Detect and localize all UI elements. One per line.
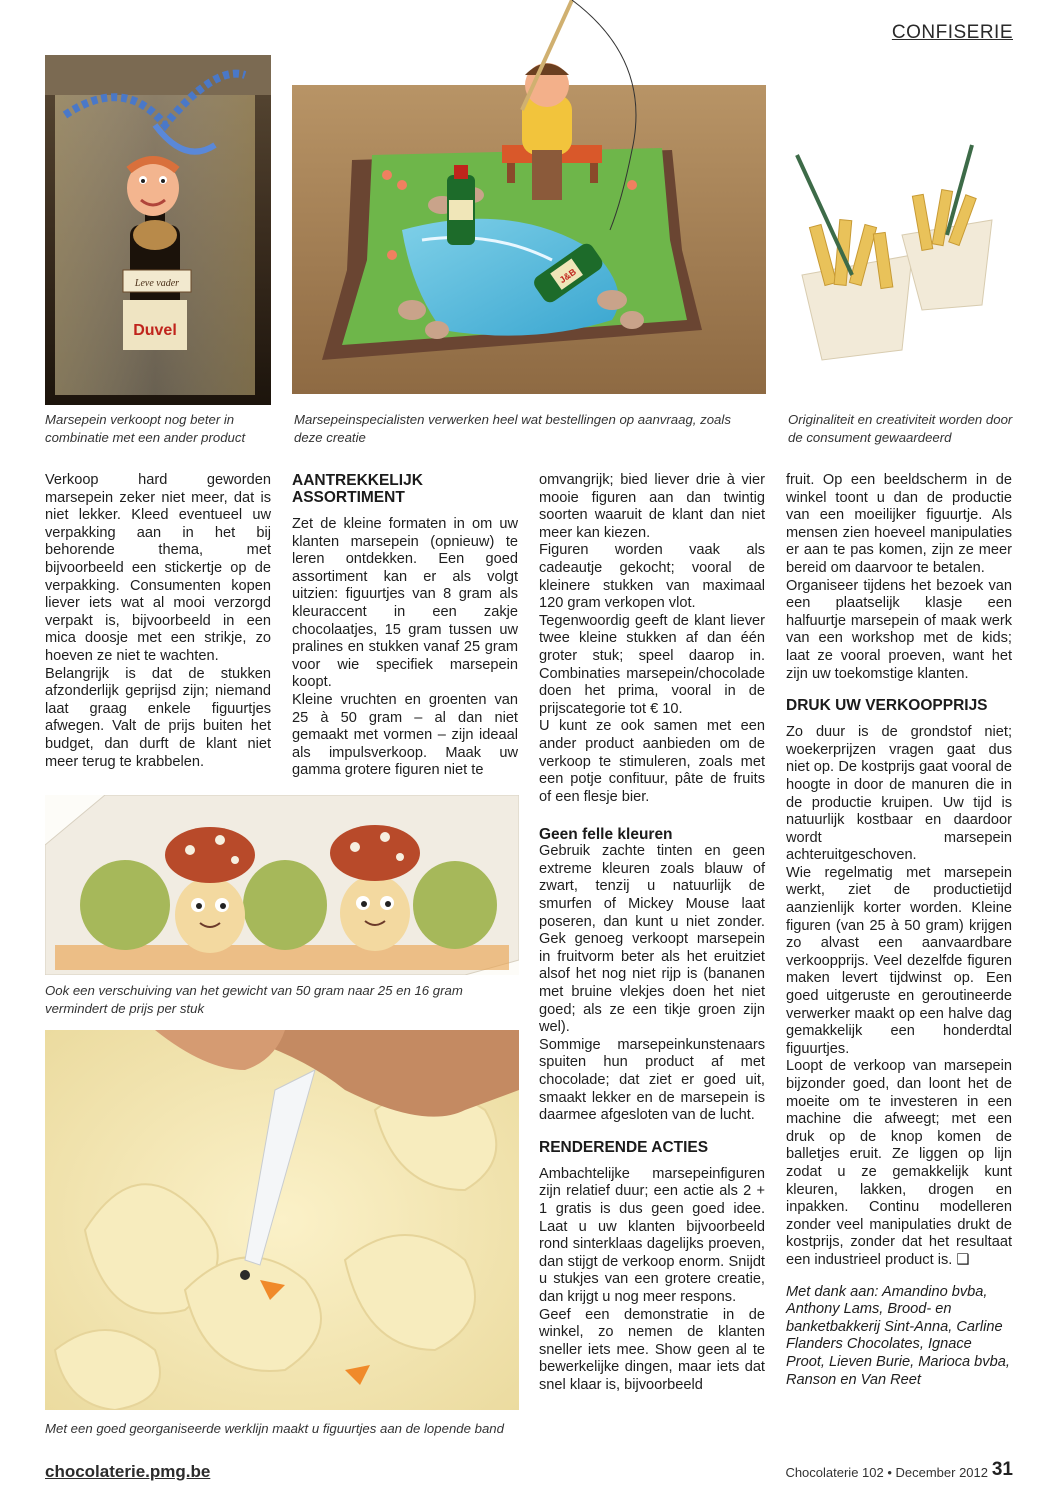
marzipan-bottle-illustration xyxy=(45,55,271,405)
footer-website-link[interactable]: chocolaterie.pmg.be xyxy=(45,1462,211,1481)
piping-marzipan-illustration xyxy=(45,1030,519,1410)
page-number: 31 xyxy=(991,1459,1013,1480)
acknowledgements: Met dank aan: Amandino bvba, Anthony Lams, Brood- en banketbakkerij Sint-Anna, Carline Flanders Chocolates, Ignace Proot, Lieven Burie, Marioca bvba, Ranson en Van Reet xyxy=(786,1283,1010,1388)
footer-issue: Chocolaterie 102 • December 2012 xyxy=(785,1465,988,1480)
paragraph: Verkoop hard geworden marsepein zeker niet meer, dat is niet lekker. Kleed eventueel uw verpakking aan in het bij behorende thema, met bijvoorbeeld een stickertje op de verpakking. Consumenten kopen liever iets wat al mooi verzorgd verpakt is, bijvoorbeeld in een mica doosje met een strikje, zo hoeven ze niet te wachten. xyxy=(45,472,271,664)
paragraph: Sommige marsepeinkunstenaars spuiten hun product af met chocolade; dat ziet er goed uit, smaakt lekker en de marsepein is daarmee afgesloten van de lucht. xyxy=(539,1036,765,1124)
fishing-creation-illustration xyxy=(292,0,766,394)
bottle-label-text: Leve vader xyxy=(134,278,180,289)
paragraph: Figuren worden vaak als cadeautje gekocht; vooral de kleinere stukken van maximaal 120 gram verkopen vlot. xyxy=(539,542,765,612)
section-label: CONFISERIE xyxy=(891,22,1013,43)
paragraph: fruit. Op een beeldscherm in de winkel toont u dan de productie van een moeilijker figuurtje. Als mensen zien hoeveel manipulaties er aan te pas komen, zijn ze meer bereid om daarvoor te betalen. xyxy=(786,472,1012,576)
bottle-brand-jb: J&B xyxy=(557,266,578,286)
photo-fishing-creation xyxy=(292,0,766,394)
heading-verkoopprijs: DRUK UW VERKOOPPRIJS xyxy=(786,697,988,715)
marzipan-mushrooms-illustration xyxy=(45,795,519,975)
column-4 xyxy=(786,472,1012,1389)
caption-bottle: Marsepein verkoopt nog beter in combinatie met een ander product xyxy=(45,412,246,445)
heading-kleuren: Geen felle kleuren xyxy=(539,826,673,844)
paragraph: omvangrijk; bied liever drie à vier mooie figuren aan dan twintig soorten waaruit de klant dan niet meer kan kiezen. xyxy=(539,472,765,541)
photo-marzipan-fries xyxy=(782,125,1010,365)
paragraph: Zo duur is de grondstof niet; woekerprijzen vragen gaat dus niet op. De kostprijs gaat vooral de hoogte in door de manuren die in de productie kruipen. Uw tijd is natuurlijk kostbaar en daardoor wordt marsepein achteruitgeschoven. xyxy=(786,724,1012,864)
paragraph: Ambachtelijke marsepeinfiguren zijn relatief duur; een actie als 2 + 1 gratis is dus geen goed idee. Laat u uw klanten bijvoorbeeld rond sinterklaas dagelijks proeven, dan stijgt de verkoop enorm. Snijdt u stukjes van een grotere creatie, dan krijgt u nog meer respons. xyxy=(539,1165,765,1305)
marzipan-fries-illustration xyxy=(782,125,1010,365)
photo-marzipan-bottle xyxy=(45,55,271,405)
caption-mushrooms: Ook een verschuiving van het gewicht van 50 gram naar 25 en 16 gram vermindert de prijs per stuk xyxy=(45,983,463,1016)
paragraph: Belangrijk is dat de stukken afzonderlijk geprijsd zijn; niemand laat graag enkele figuurtjes afwegen. Valt de prijs buiten het budget, dan durft de klant niet meer terug te krabbelen. xyxy=(45,665,271,770)
paragraph: Loopt de verkoop van marsepein bijzonder goed, dan loont het de moeite om te investeren in een machine die afweegt; met een druk op de knop komen de balletjes eruit. Ze liggen op lijn zodat u ze gemakkelijk kunt kleuren, lakken, drogen en inpakken. Continu modelleren zonder veel manipulaties drukt de kostprijs, zonder dat het resultaat een industrieel product is. ❑ xyxy=(786,1058,1012,1268)
heading-assortiment: AANTREKKELIJK ASSORTIMENT xyxy=(292,472,423,506)
paragraph: Wie regelmatig met marsepein werkt, ziet de productietijd aanzienlijk korter worden. Kleine figuren (van 25 à 50 gram) krijgen zo alvast een aanvaardbare verkoopprijs. Veel dezelfde figuren maken levert tijdwinst op. Een goed uitgeruste en geroutineerde verwerker maakt op een halve dag gemakkelijk een honderdtal figuurtjes. xyxy=(786,864,1012,1057)
paragraph: U kunt ze ook samen met een ander product aanbieden om de verkoop te stimuleren, zoals met een potje confituur, pâte de fruits of een flesje bier. xyxy=(539,718,765,805)
heading-acties: RENDERENDE ACTIES xyxy=(539,1138,709,1156)
column-2 xyxy=(292,472,518,780)
paragraph: Zet de kleine formaten in om uw klanten marsepein (opnieuw) te leren ontdekken. Een goed assortiment kan er als volgt uitzien: figuurtjes van 8 gram als kleuraccent in een zakje chocolaatjes, 15 gram tussen uw pralines en stukken vanaf 25 gram voor wie specifiek marsepein koopt. xyxy=(292,516,518,691)
column-3 xyxy=(539,472,765,1395)
photo-piping-marzipan xyxy=(45,1030,519,1410)
paragraph: Geef een demonstratie in de winkel, zo nemen de klanten sneller iets mee. Show geen al te bewerkelijke dingen, maar iets dat snel klaar is, bijvoorbeeld xyxy=(539,1306,765,1393)
paragraph: Tegenwoordig geeft de klant liever twee kleine stukken af dan één groter stuk; speel daarop in. Combinaties marsepein/chocolade doen het prima, vooral in de prijscategorie tot € 10. xyxy=(539,612,765,717)
paragraph: Organiseer tijdens het bezoek van een plaatselijk klasje een halfuurtje marsepein of maak werk van een workshop met de kids; laat ze vooral proeven, want het zijn uw toekomstige klanten. xyxy=(786,577,1012,682)
paragraph: Kleine vruchten en groenten van 25 à 50 gram – al dan niet gemaakt met vormen – zijn ideaal als impulsverkoop. Maak uw gamma grotere figuren niet te xyxy=(292,691,518,779)
column-1 xyxy=(45,472,271,771)
caption-fishing: Marsepeinspecialisten verwerken heel wat bestellingen op aanvraag, zoals deze creatie xyxy=(294,412,731,445)
paragraph: Gebruik zachte tinten en geen extreme kleuren zoals blauw of zwart, tenzij u natuurlijk de smurfen of Mickey Mouse laat poseren, dan kunt u niet zonder. Gek genoeg verkoopt marsepein in fruitvorm beter als het eruitziet alsof het nog niet rijp is (bananen met bruine vlekjes doen het niet goed; als ze een tikje groen zijn wel). xyxy=(539,843,765,1036)
photo-marzipan-mushrooms xyxy=(45,795,519,975)
caption-piping: Met een goed georganiseerde werklijn maakt u figuurtjes aan de lopende band xyxy=(45,1421,504,1436)
caption-fries: Originaliteit en creativiteit worden door de consument gewaardeerd xyxy=(788,412,1013,445)
bottle-brand-text: Duvel xyxy=(133,322,177,339)
